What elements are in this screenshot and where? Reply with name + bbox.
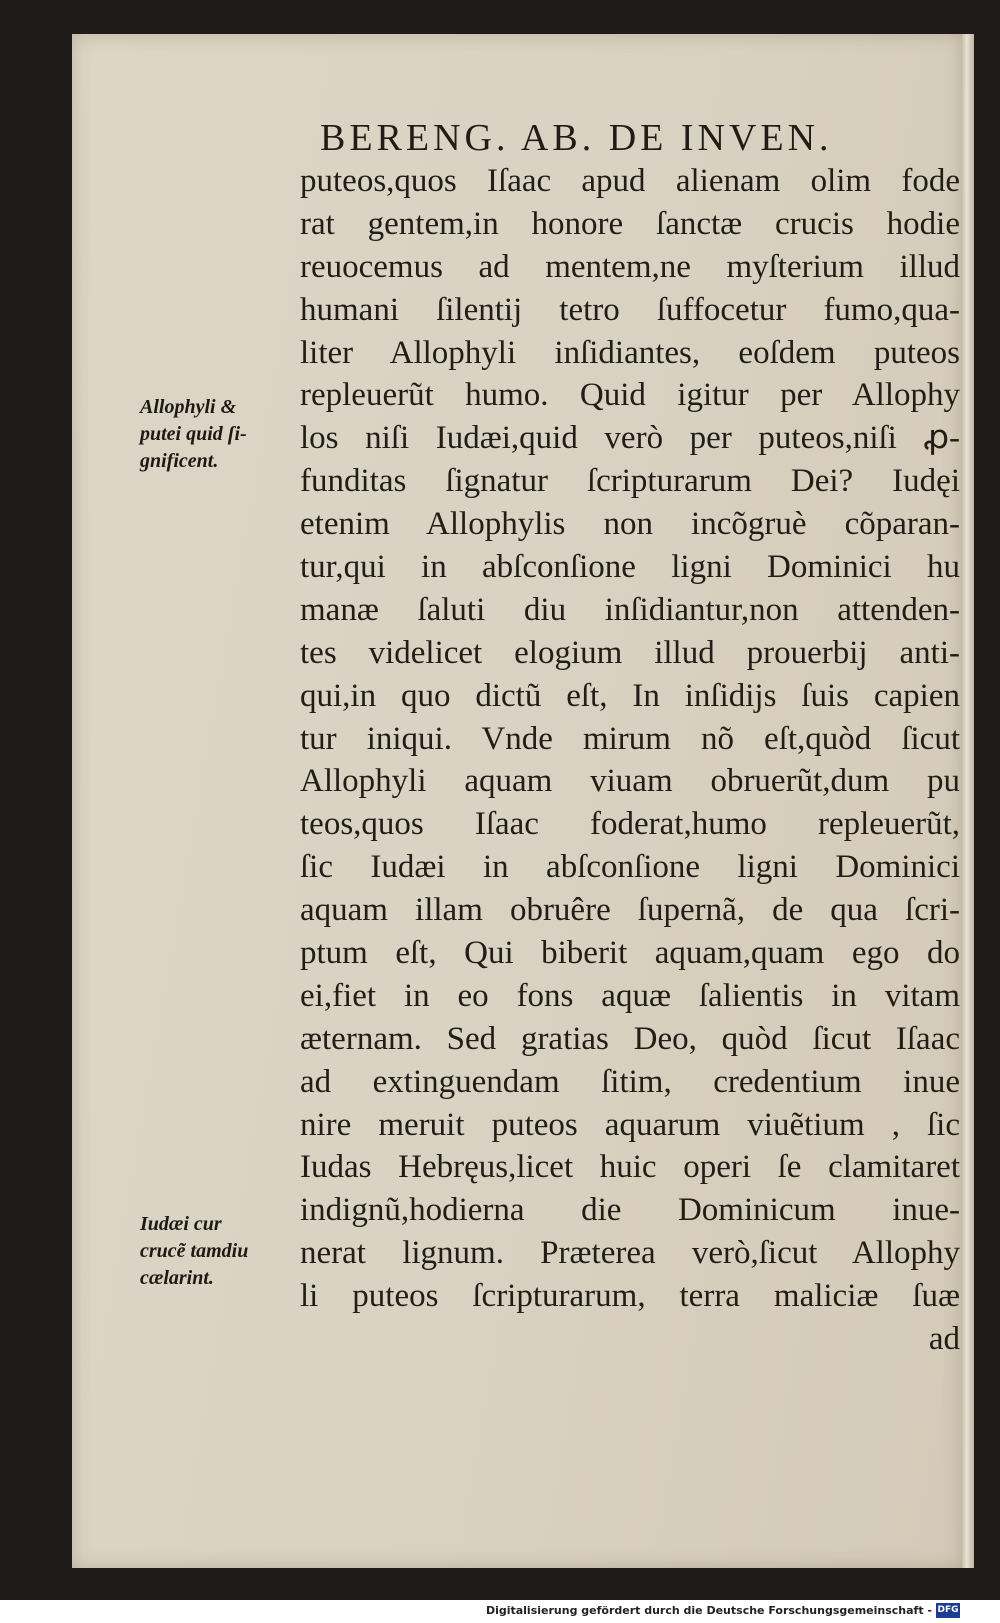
text-line: ei,fiet in eo fons aquæ ſalientis in vitam bbox=[300, 977, 960, 1014]
text-line: ptum eſt, Qui biberit aquam,quam ego do bbox=[300, 935, 960, 972]
funding-credit: Digitalisierung gefördert durch die Deutsche Forschungsgemeinschaft - bbox=[485, 1604, 932, 1617]
text-line: etenim Allophylis non incõgruè cõparan- bbox=[300, 506, 960, 543]
text-line: nerat lignum. Præterea verò,ſicut Allophy bbox=[300, 1235, 960, 1272]
marginal-note-line: putei quid ſi- bbox=[140, 423, 247, 445]
text-line: humani ſilentij tetro ſuffocetur fumo,qua- bbox=[300, 291, 960, 328]
text-line: tur iniqui. Vnde mirum nõ eſt,quòd ſicut bbox=[300, 720, 960, 757]
text-line: rat gentem,in honore ſanctæ crucis hodie bbox=[300, 205, 960, 242]
marginal-note-iudaei bbox=[140, 1211, 300, 1292]
text-line: ad extinguendam ſitim, credentium inue bbox=[300, 1063, 960, 1100]
text-line: los niſi Iudæi,quid verò per puteos,niſi ꝓ- bbox=[300, 420, 960, 457]
marginal-note-line: Allophyli & bbox=[140, 396, 237, 418]
text-line: li puteos ſcripturarum, terra maliciæ ſuæ bbox=[300, 1278, 960, 1315]
text-line: æternam. Sed gratias Deo, quòd ſicut Iſaac bbox=[300, 1020, 960, 1057]
marginal-note-allophyli bbox=[140, 394, 300, 475]
footer-bar bbox=[0, 1600, 1000, 1623]
marginal-note-line: crucẽ tamdiu bbox=[140, 1240, 249, 1262]
text-line: reuocemus ad mentem,ne myſterium illud bbox=[300, 248, 960, 285]
text-line: tur,qui in abſconſione ligni Dominici hu bbox=[300, 549, 960, 586]
text-line: indignũ,hodierna die Dominicum inue- bbox=[300, 1192, 960, 1229]
text-line: Allophyli aquam viuam obruerũt,dum pu bbox=[300, 763, 960, 800]
page-edge bbox=[962, 34, 974, 1568]
text-line: manæ ſaluti diu inſidiantur,non attenden- bbox=[300, 591, 960, 628]
text-line: qui,in quo dictũ eſt, In inſidijs ſuis capien bbox=[300, 677, 960, 714]
marginal-note-line: Iudæi cur bbox=[140, 1213, 222, 1235]
text-line: Iudas Hebręus,licet huic operi ſe clamitaret bbox=[300, 1149, 960, 1186]
text-line: nire meruit puteos aquarum viuẽtium , ſic bbox=[300, 1106, 960, 1143]
text-line: liter Allophyli inſidiantes, eoſdem puteos bbox=[300, 334, 960, 371]
text-line: teos,quos Iſaac foderat,humo repleuerũt, bbox=[300, 806, 960, 843]
text-line: ad bbox=[928, 1321, 960, 1358]
body-text bbox=[300, 160, 960, 1361]
text-line: funditas ſignatur ſcripturarum Dei? Iudęi bbox=[300, 463, 960, 500]
text-line: ſic Iudæi in abſconſione ligni Dominici bbox=[300, 849, 960, 886]
text-line: repleuerũt humo. Quid igitur per Allophy bbox=[300, 377, 960, 414]
dfg-logo: DFG bbox=[936, 1603, 960, 1618]
text-line: aquam illam obruêre ſupernã, de qua ſcri- bbox=[300, 892, 960, 929]
running-head: BERENG. AB. DE INVEN. bbox=[320, 117, 833, 159]
marginal-note-line: cælarint. bbox=[140, 1267, 214, 1289]
text-line: puteos,quos Iſaac apud alienam olim fode bbox=[300, 163, 960, 199]
text-line: tes videlicet elogium illud prouerbij anti- bbox=[300, 634, 960, 671]
marginal-note-line: gnificent. bbox=[140, 450, 219, 472]
